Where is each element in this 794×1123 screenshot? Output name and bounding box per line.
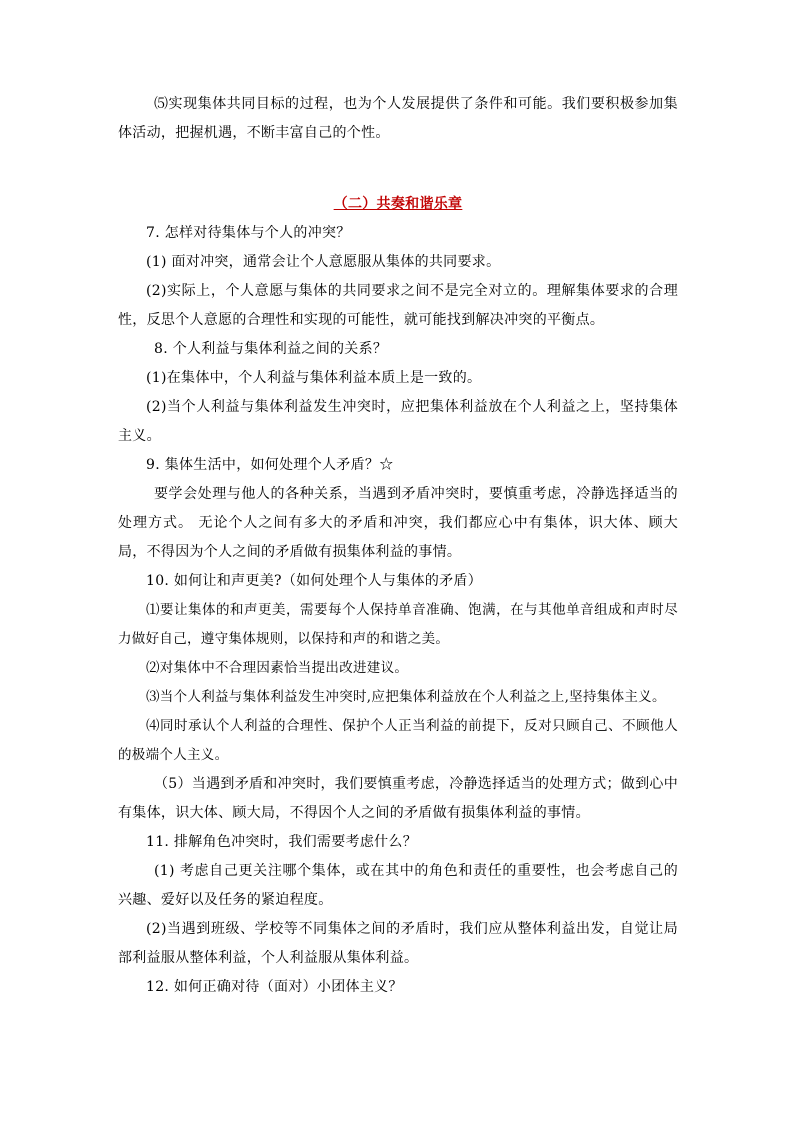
answer-8-2: (2)当个人利益与集体利益发生冲突时，应把集体利益放在个人利益之上，坚持集体主义。 — [118, 399, 678, 444]
question-7: 7. 怎样对待集体与个人的冲突？ — [146, 225, 351, 241]
answer-10-4: ⑷同时承认个人利益的合理性、保护个人正当利益的前提下，反对只顾自己、不顾他人的极端个人主义。 — [118, 718, 678, 763]
answer-11-2: (2)当遇到班级、学校等不同集体之间的矛盾时，我们应从整体利益出发，自觉让局部利益服从整体利益，个人利益服从集体利益。 — [118, 921, 678, 966]
answer-10-1: ⑴要让集体的和声更美，需要每个人保持单音准确、饱满，在与其他单音组成和声时尽力做好自己，遵守集体规则，以保持和声的和谐之美。 — [118, 602, 678, 647]
paragraph-5: ⑸实现集体共同目标的过程，也为个人发展提供了条件和可能。我们要积极参加集体活动，把握机遇，不断丰富自己的个性。 — [118, 96, 678, 141]
answer-9: 要学会处理与他人的各种关系，当遇到矛盾冲突时，要慎重考虑，冷静选择适当的处理方式。 无论个人之间有多大的矛盾和冲突，我们都应心中有集体，识大体、顾大局，不得因为个人之间的矛盾做有损集体利益的事情。 — [118, 486, 678, 560]
answer-10-3: ⑶当个人利益与集体利益发生冲突时,应把集体利益放在个人利益之上,坚持集体主义。 — [146, 689, 666, 705]
question-8: 8. 个人利益与集体利益之间的关系？ — [154, 341, 388, 357]
answer-7-1: (1) 面对冲突，通常会让个人意愿服从集体的共同要求。 — [146, 254, 501, 270]
answer-10-5: （5）当遇到矛盾和冲突时，我们要慎重考虑，冷静选择适当的处理方式；做到心中有集体，识大体、顾大局，不得因个人之间的矛盾做有损集体利益的事情。 — [118, 776, 679, 821]
document-page — [118, 90, 678, 1002]
question-10: 10. 如何让和声更美?（如何处理个人与集体的矛盾） — [146, 573, 483, 589]
answer-7-2: (2)实际上，个人意愿与集体的共同要求之间不是完全对立的。理解集体要求的合理性，反思个人意愿的合理性和实现的可能性，就可能找到解决冲突的平衡点。 — [118, 283, 678, 328]
question-9: 9. 集体生活中，如何处理个人矛盾？☆ — [146, 457, 394, 473]
question-11: 11. 排解角色冲突时，我们需要考虑什么？ — [146, 834, 418, 850]
section-heading: （二）共奏和谐乐章 — [333, 196, 463, 212]
answer-10-2: ⑵对集体中不合理因素恰当提出改进建议。 — [146, 660, 409, 676]
answer-11-1: (1) 考虑自己更关注哪个集体，或在其中的角色和责任的重要性，也会考虑自己的兴趣、爱好以及任务的紧迫程度。 — [118, 863, 678, 908]
question-12: 12. 如何正确对待（面对）小团体主义？ — [146, 979, 403, 995]
answer-8-1: (1)在集体中，个人利益与集体利益本质上是一致的。 — [146, 370, 482, 386]
